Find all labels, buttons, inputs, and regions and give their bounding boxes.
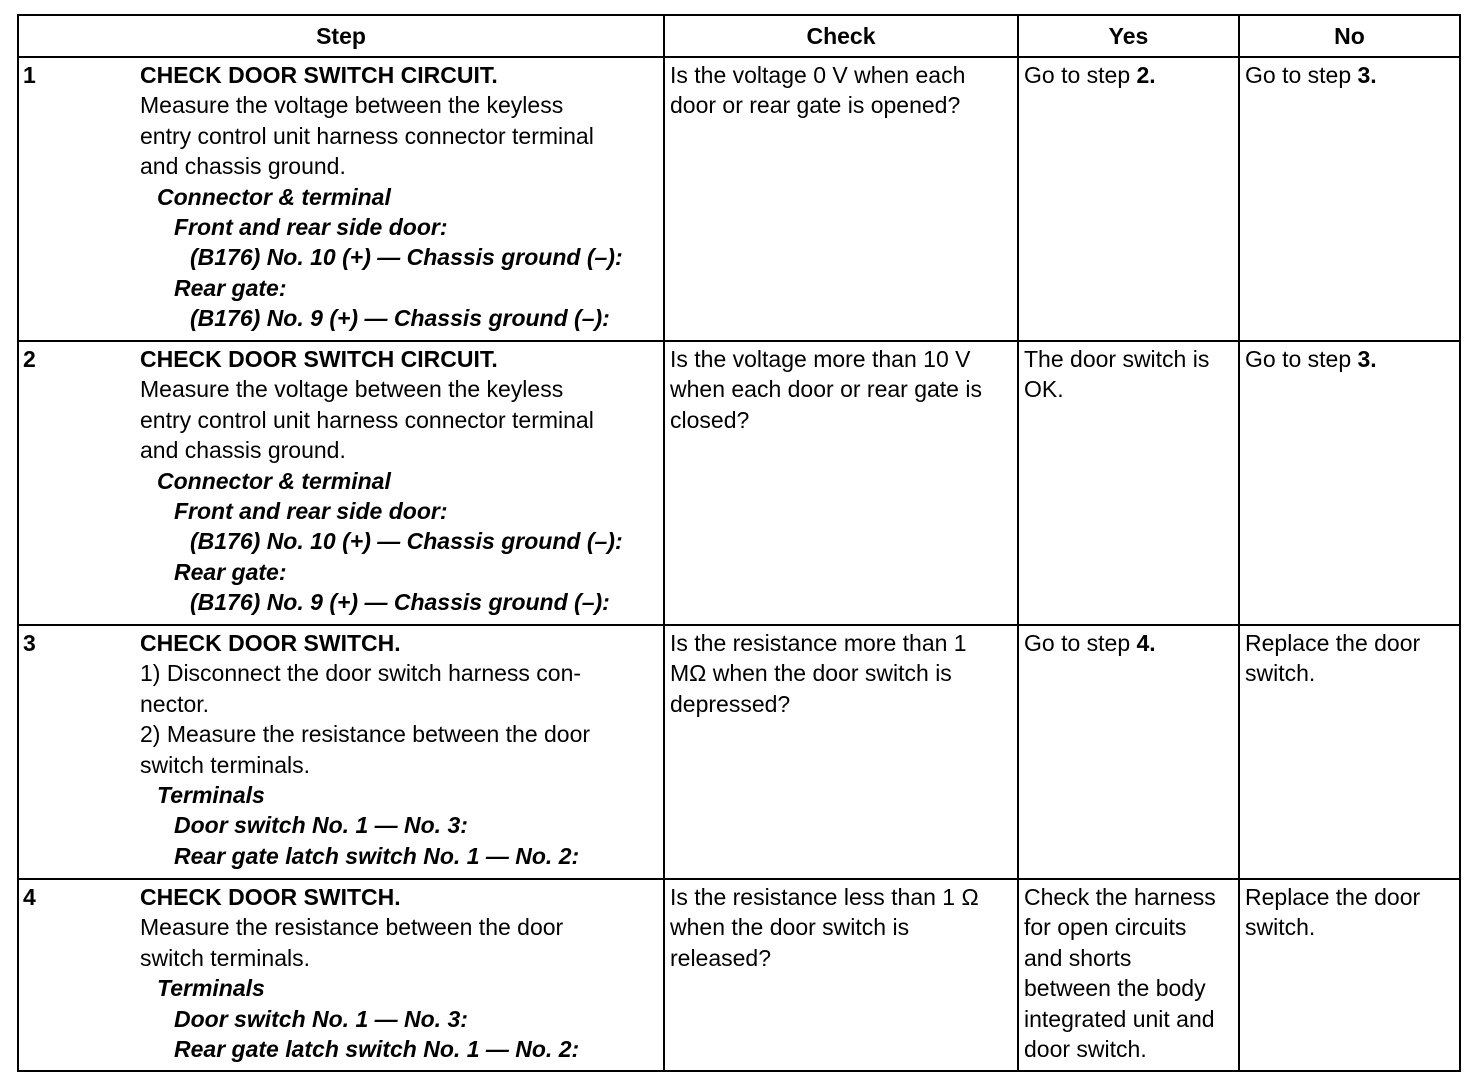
spec-subheading: Rear gate: <box>174 558 287 585</box>
no-cell <box>1239 879 1460 1071</box>
check-cell <box>664 341 1018 625</box>
step-number: 1 <box>18 57 140 341</box>
step-number: 2 <box>18 341 140 625</box>
yes-cell <box>1018 57 1239 341</box>
step-number: 4 <box>18 879 140 1071</box>
header-check: Check <box>664 15 1018 57</box>
check-text: Is the voltage 0 V when each <box>670 62 966 88</box>
yes-cell <box>1018 879 1239 1071</box>
spec-value: (B176) No. 9 (+) — Chassis ground (–): <box>190 589 610 616</box>
check-text: depressed? <box>670 690 791 717</box>
spec-heading: Connector & terminal <box>157 467 391 494</box>
check-text: Is the voltage more than 10 V <box>670 346 971 372</box>
no-text: Replace the door <box>1245 630 1421 656</box>
step-text: Measure the voltage between the keyless <box>140 92 564 119</box>
no-text: switch. <box>1245 914 1316 941</box>
spec-value: (B176) No. 9 (+) — Chassis ground (–): <box>190 305 610 332</box>
step-description <box>140 879 664 1071</box>
yes-text: OK. <box>1024 376 1064 403</box>
yes-text: Go to step <box>1024 630 1137 656</box>
step-description <box>140 625 664 879</box>
check-text: Is the resistance more than 1 <box>670 630 967 656</box>
yes-text: between the body <box>1024 975 1206 1002</box>
step-text: nector. <box>140 690 210 717</box>
no-text: Replace the door <box>1245 884 1421 910</box>
yes-cell <box>1018 341 1239 625</box>
step-title: CHECK DOOR SWITCH CIRCUIT. <box>140 346 498 372</box>
spec-subheading: Front and rear side door: <box>174 498 448 525</box>
step-text: entry control unit harness connector terminal <box>140 122 594 149</box>
no-text: Go to step <box>1245 62 1358 88</box>
header-no: No <box>1239 15 1460 57</box>
yes-text: door switch. <box>1024 1036 1147 1063</box>
spec-value: (B176) No. 10 (+) — Chassis ground (–): <box>190 528 623 555</box>
no-cell <box>1239 625 1460 879</box>
step-number: 3 <box>18 625 140 879</box>
check-cell <box>664 879 1018 1071</box>
spec-value: Door switch No. 1 — No. 3: <box>174 812 468 839</box>
check-text: MΩ when the door switch is <box>670 660 952 687</box>
check-text: when the door switch is <box>670 914 910 941</box>
step-text: Measure the resistance between the door <box>140 914 564 941</box>
step-text: switch terminals. <box>140 751 310 778</box>
step-text: Measure the voltage between the keyless <box>140 376 564 403</box>
spec-subheading: Rear gate: <box>174 274 287 301</box>
spec-heading: Connector & terminal <box>157 183 391 210</box>
step-text: and chassis ground. <box>140 153 346 180</box>
check-text: released? <box>670 944 772 971</box>
header-row <box>18 15 1460 57</box>
no-text: switch. <box>1245 660 1316 687</box>
spec-heading: Terminals <box>157 975 265 1002</box>
table-row <box>18 57 1460 341</box>
no-cell <box>1239 341 1460 625</box>
spec-value: Door switch No. 1 — No. 3: <box>174 1005 468 1032</box>
step-text: entry control unit harness connector terminal <box>140 406 594 433</box>
step-text: and chassis ground. <box>140 437 346 464</box>
step-text: switch terminals. <box>140 944 310 971</box>
table-row <box>18 879 1460 1071</box>
spec-heading: Terminals <box>157 782 265 809</box>
check-cell <box>664 625 1018 879</box>
yes-text: and shorts <box>1024 944 1132 971</box>
spec-value: Rear gate latch switch No. 1 — No. 2: <box>174 842 580 869</box>
check-text: door or rear gate is opened? <box>670 92 961 119</box>
no-cell <box>1239 57 1460 341</box>
spec-subheading: Front and rear side door: <box>174 214 448 241</box>
yes-text: integrated unit and <box>1024 1005 1215 1032</box>
yes-text: Check the harness <box>1024 884 1216 910</box>
table-row <box>18 341 1460 625</box>
step-text: 2) Measure the resistance between the door <box>140 721 591 748</box>
check-text: when each door or rear gate is <box>670 376 982 403</box>
no-text: Go to step <box>1245 346 1358 372</box>
yes-step-ref: 4. <box>1136 630 1156 656</box>
no-step-ref: 3. <box>1357 62 1377 88</box>
header-step: Step <box>18 15 664 57</box>
check-text: closed? <box>670 406 750 433</box>
step-description <box>140 57 664 341</box>
step-title: CHECK DOOR SWITCH. <box>140 630 401 656</box>
step-title: CHECK DOOR SWITCH CIRCUIT. <box>140 62 498 88</box>
diagnostic-table <box>17 14 1461 1072</box>
yes-text: The door switch is <box>1024 346 1210 372</box>
spec-value: (B176) No. 10 (+) — Chassis ground (–): <box>190 244 623 271</box>
check-text: Is the resistance less than 1 Ω <box>670 884 979 910</box>
no-step-ref: 3. <box>1357 346 1377 372</box>
yes-text: Go to step <box>1024 62 1137 88</box>
step-text: 1) Disconnect the door switch harness con- <box>140 660 582 687</box>
table-row <box>18 625 1460 879</box>
check-cell <box>664 57 1018 341</box>
yes-text: for open circuits <box>1024 914 1187 941</box>
spec-value: Rear gate latch switch No. 1 — No. 2: <box>174 1036 580 1063</box>
header-yes: Yes <box>1018 15 1239 57</box>
step-title: CHECK DOOR SWITCH. <box>140 884 401 910</box>
step-description <box>140 341 664 625</box>
yes-step-ref: 2. <box>1136 62 1156 88</box>
yes-cell <box>1018 625 1239 879</box>
